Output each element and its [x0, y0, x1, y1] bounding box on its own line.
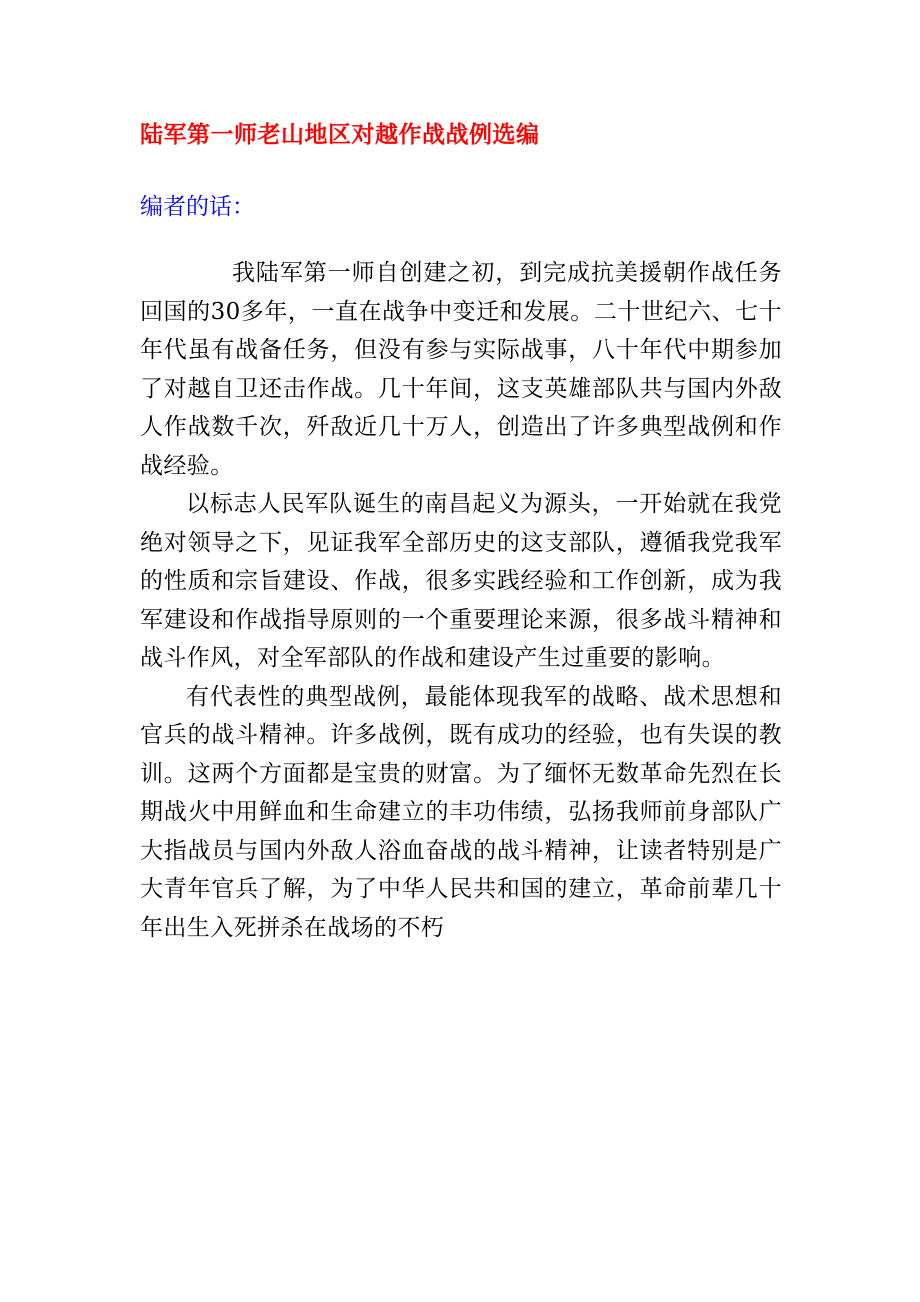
paragraph-3: 有代表性的典型战例，最能体现我军的战略、战术思想和官兵的战斗精神。许多战例，既有成功的经验，也有失误的教训。这两个方面都是宝贵的财富。为了缅怀无数革命先烈在长期战火中用鲜血和生命建立的丰功伟绩，弘扬我师前身部队广大指战员与国内外敌人浴血奋战的战斗精神，让读者特别是广大青年官兵了解，为了中华人民共和国的建立，革命前辈几十年出生入死拼杀在战场的不朽 [140, 683, 782, 941]
document-title: 陆军第一师老山地区对越作战战例选编 [140, 121, 540, 148]
editor-note-heading: 编者的话： [140, 194, 255, 220]
document-page [140, 112, 782, 947]
paragraph-2: 以标志人民军队诞生的南昌起义为源头，一开始就在我党绝对领导之下，见证我军全部历史的这支部队，遵循我党我军的性质和宗旨建设、作战，很多实践经验和工作创新，成为我军建设和作战指导原则的一个重要理论来源，很多战斗精神和战斗作风，对全军部队的作战和建设产生过重要的影响。 [140, 491, 782, 671]
paragraph-1: 我陆军第一师自创建之初，到完成抗美援朝作战任务回国的30多年，一直在战争中变迁和发展。二十世纪六、七十年代虽有战备任务，但没有参与实际战事，八十年代中期参加了对越自卫还击作战。几十年间，这支英雄部队共与国内外敌人作战数千次，歼敌近几十万人，创造出了许多典型战例和作战经验。 [140, 260, 782, 479]
body-text [140, 254, 782, 947]
